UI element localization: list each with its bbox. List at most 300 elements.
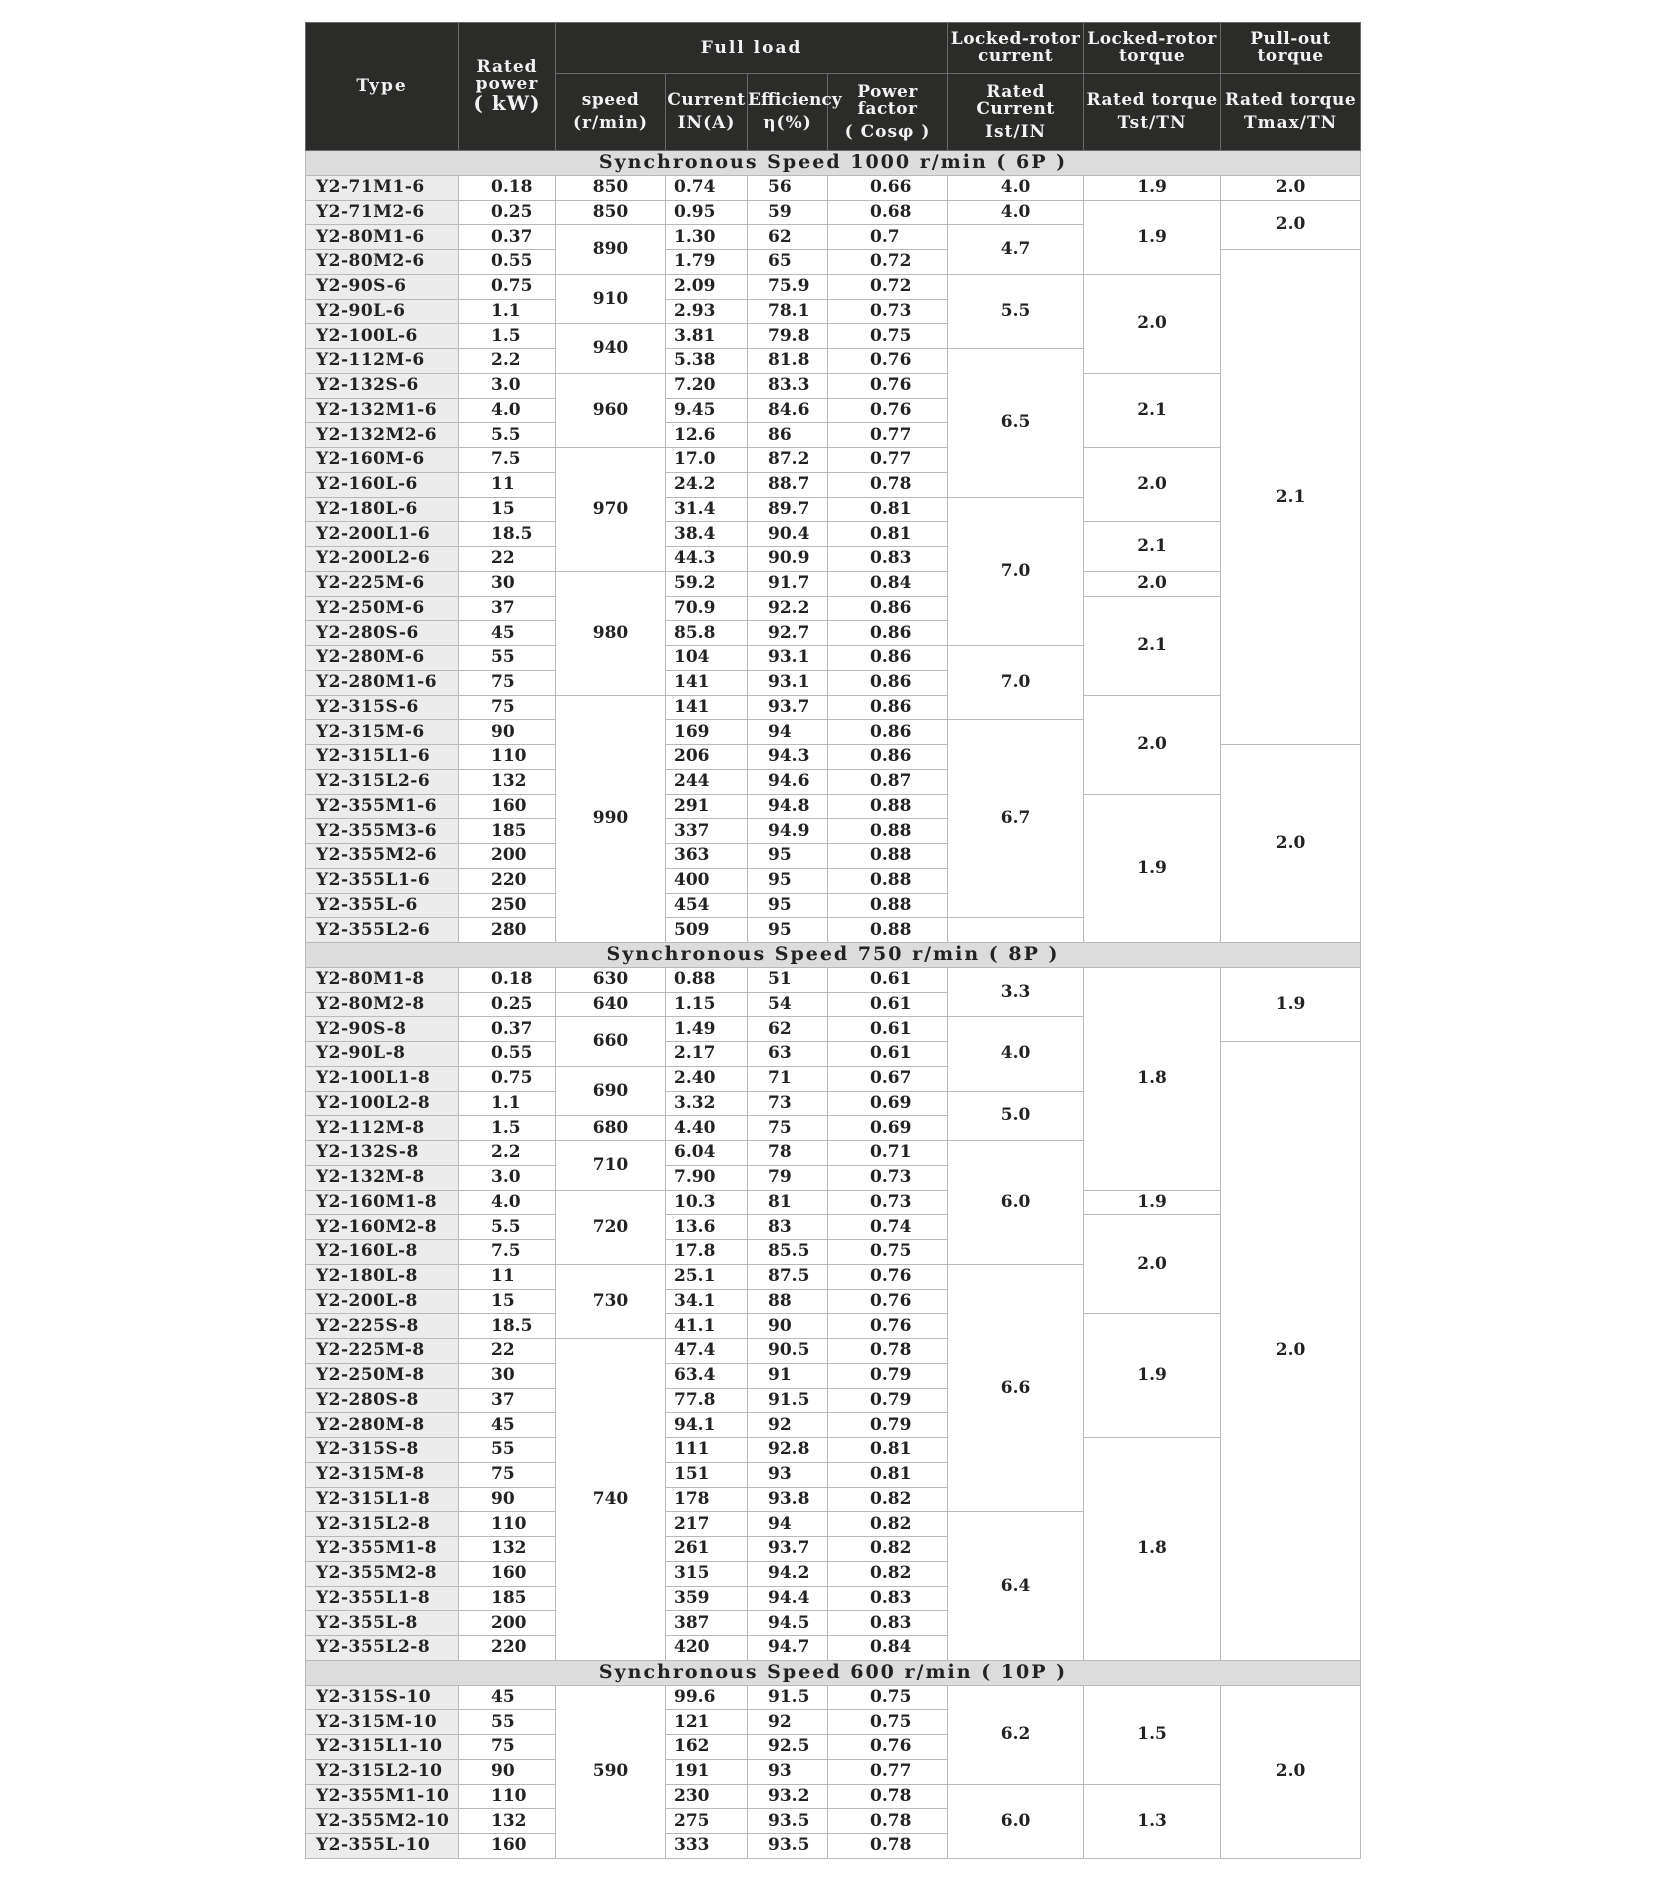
cell-type: Y2-355L2-6 xyxy=(306,918,459,943)
cell-type: Y2-355L2-8 xyxy=(306,1636,459,1661)
cell-rated-power: 90 xyxy=(459,1487,556,1512)
cell-rated-power: 160 xyxy=(459,1561,556,1586)
cell-efficiency: 90 xyxy=(748,1314,828,1339)
cell-tst-tn: 1.5 xyxy=(1084,1685,1221,1784)
cell-rated-power: 45 xyxy=(459,1413,556,1438)
cell-type: Y2-355L-10 xyxy=(306,1834,459,1859)
table-row xyxy=(306,1190,1361,1215)
cell-efficiency: 93.2 xyxy=(748,1784,828,1809)
cell-ist-in: 4.0 xyxy=(948,175,1084,200)
cell-current: 10.3 xyxy=(666,1190,748,1215)
table-row xyxy=(306,448,1361,473)
cell-tst-tn: 2.0 xyxy=(1084,695,1221,794)
cell-efficiency: 85.5 xyxy=(748,1240,828,1265)
cell-power-factor: 0.76 xyxy=(828,1264,948,1289)
cell-efficiency: 62 xyxy=(748,1017,828,1042)
cell-tst-tn: 2.1 xyxy=(1084,373,1221,447)
header-full-load: Full load xyxy=(556,23,948,74)
cell-rated-power: 0.25 xyxy=(459,992,556,1017)
header-rated-torque-tst-ratio: Tst/TN xyxy=(1117,113,1187,133)
cell-tst-tn: 1.3 xyxy=(1084,1784,1221,1858)
cell-type: Y2-280M-6 xyxy=(306,646,459,671)
cell-type: Y2-180L-6 xyxy=(306,497,459,522)
cell-type: Y2-355M2-10 xyxy=(306,1809,459,1834)
cell-current: 85.8 xyxy=(666,621,748,646)
cell-rated-power: 11 xyxy=(459,472,556,497)
cell-current: 2.93 xyxy=(666,299,748,324)
cell-power-factor: 0.73 xyxy=(828,1190,948,1215)
cell-type: Y2-80M1-6 xyxy=(306,225,459,250)
cell-efficiency: 87.5 xyxy=(748,1264,828,1289)
table-row xyxy=(306,200,1361,225)
header-rated-torque-tmax-label: Rated torque xyxy=(1224,90,1357,110)
cell-rated-power: 0.55 xyxy=(459,250,556,275)
cell-tst-tn: 2.1 xyxy=(1084,522,1221,572)
cell-power-factor: 0.86 xyxy=(828,621,948,646)
cell-efficiency: 93.7 xyxy=(748,695,828,720)
cell-current: 454 xyxy=(666,893,748,918)
cell-power-factor: 0.61 xyxy=(828,1017,948,1042)
cell-rated-power: 185 xyxy=(459,1586,556,1611)
cell-ist-in: 4.0 xyxy=(948,200,1084,225)
cell-tst-tn: 1.9 xyxy=(1084,175,1221,200)
cell-ist-in: 4.0 xyxy=(948,1017,1084,1091)
cell-current: 94.1 xyxy=(666,1413,748,1438)
cell-speed: 960 xyxy=(556,373,666,447)
cell-type: Y2-315L1-6 xyxy=(306,745,459,770)
cell-rated-power: 90 xyxy=(459,720,556,745)
cell-current: 25.1 xyxy=(666,1264,748,1289)
cell-type: Y2-355M1-10 xyxy=(306,1784,459,1809)
cell-rated-power: 0.75 xyxy=(459,1066,556,1091)
header-speed xyxy=(556,74,666,151)
cell-power-factor: 0.76 xyxy=(828,1314,948,1339)
cell-power-factor: 0.79 xyxy=(828,1413,948,1438)
cell-type: Y2-132S-6 xyxy=(306,373,459,398)
cell-current: 141 xyxy=(666,670,748,695)
cell-tmax-tn: 2.0 xyxy=(1221,1042,1361,1661)
cell-efficiency: 92.8 xyxy=(748,1438,828,1463)
cell-tmax-tn: 2.1 xyxy=(1221,250,1361,745)
cell-efficiency: 91.5 xyxy=(748,1388,828,1413)
cell-ist-in: 6.4 xyxy=(948,1512,1084,1661)
cell-tst-tn: 2.0 xyxy=(1084,448,1221,522)
cell-efficiency: 90.5 xyxy=(748,1339,828,1364)
cell-speed: 690 xyxy=(556,1066,666,1116)
cell-type: Y2-250M-8 xyxy=(306,1363,459,1388)
cell-current: 111 xyxy=(666,1438,748,1463)
table-row xyxy=(306,274,1361,299)
cell-efficiency: 91 xyxy=(748,1363,828,1388)
cell-current: 151 xyxy=(666,1462,748,1487)
motor-spec-sheet xyxy=(305,22,1360,1859)
cell-efficiency: 71 xyxy=(748,1066,828,1091)
header-efficiency-unit: η(%) xyxy=(763,113,812,133)
cell-power-factor: 0.76 xyxy=(828,398,948,423)
cell-rated-power: 250 xyxy=(459,893,556,918)
cell-efficiency: 93.5 xyxy=(748,1834,828,1859)
cell-efficiency: 95 xyxy=(748,918,828,943)
cell-rated-power: 160 xyxy=(459,1834,556,1859)
cell-rated-power: 0.37 xyxy=(459,225,556,250)
cell-power-factor: 0.86 xyxy=(828,745,948,770)
cell-rated-power: 30 xyxy=(459,571,556,596)
cell-efficiency: 87.2 xyxy=(748,448,828,473)
cell-ist-in: 7.0 xyxy=(948,497,1084,646)
cell-rated-power: 0.75 xyxy=(459,274,556,299)
cell-current: 3.81 xyxy=(666,324,748,349)
cell-speed: 850 xyxy=(556,175,666,200)
cell-efficiency: 93 xyxy=(748,1462,828,1487)
table-row xyxy=(306,794,1361,819)
cell-rated-power: 280 xyxy=(459,918,556,943)
cell-power-factor: 0.88 xyxy=(828,819,948,844)
cell-power-factor: 0.78 xyxy=(828,1834,948,1859)
cell-efficiency: 92.2 xyxy=(748,596,828,621)
cell-speed: 720 xyxy=(556,1190,666,1264)
cell-rated-power: 3.0 xyxy=(459,373,556,398)
header-current-unit: IN(A) xyxy=(677,113,736,133)
cell-type: Y2-355M2-8 xyxy=(306,1561,459,1586)
cell-type: Y2-100L-6 xyxy=(306,324,459,349)
cell-power-factor: 0.86 xyxy=(828,720,948,745)
cell-efficiency: 90.4 xyxy=(748,522,828,547)
cell-type: Y2-100L2-8 xyxy=(306,1091,459,1116)
cell-efficiency: 86 xyxy=(748,423,828,448)
cell-speed: 740 xyxy=(556,1339,666,1661)
cell-rated-power: 30 xyxy=(459,1363,556,1388)
cell-rated-power: 1.1 xyxy=(459,1091,556,1116)
cell-current: 77.8 xyxy=(666,1388,748,1413)
cell-type: Y2-355L1-6 xyxy=(306,868,459,893)
cell-type: Y2-132M2-6 xyxy=(306,423,459,448)
cell-power-factor: 0.83 xyxy=(828,547,948,572)
cell-speed: 730 xyxy=(556,1264,666,1338)
table-row xyxy=(306,1784,1361,1809)
cell-current: 261 xyxy=(666,1537,748,1562)
cell-efficiency: 94.2 xyxy=(748,1561,828,1586)
cell-current: 291 xyxy=(666,794,748,819)
cell-efficiency: 92 xyxy=(748,1413,828,1438)
cell-type: Y2-132M-8 xyxy=(306,1165,459,1190)
cell-power-factor: 0.68 xyxy=(828,200,948,225)
cell-current: 178 xyxy=(666,1487,748,1512)
cell-power-factor: 0.73 xyxy=(828,299,948,324)
cell-type: Y2-225S-8 xyxy=(306,1314,459,1339)
cell-speed: 710 xyxy=(556,1141,666,1191)
cell-type: Y2-90L-6 xyxy=(306,299,459,324)
cell-speed: 970 xyxy=(556,448,666,572)
section-title: Synchronous Speed 750 r/min ( 8P ) xyxy=(306,943,1361,968)
cell-rated-power: 132 xyxy=(459,1537,556,1562)
cell-type: Y2-355M1-8 xyxy=(306,1537,459,1562)
cell-power-factor: 0.75 xyxy=(828,1685,948,1710)
cell-rated-power: 2.2 xyxy=(459,1141,556,1166)
cell-rated-power: 7.5 xyxy=(459,1240,556,1265)
header-locked-rotor-torque: Locked-rotor torque xyxy=(1084,23,1221,74)
cell-current: 0.88 xyxy=(666,967,748,992)
cell-rated-power: 1.5 xyxy=(459,324,556,349)
cell-power-factor: 0.82 xyxy=(828,1537,948,1562)
cell-speed: 940 xyxy=(556,324,666,374)
cell-rated-power: 132 xyxy=(459,1809,556,1834)
cell-power-factor: 0.67 xyxy=(828,1066,948,1091)
cell-current: 162 xyxy=(666,1735,748,1760)
header-rated-current xyxy=(948,74,1084,151)
cell-current: 1.15 xyxy=(666,992,748,1017)
cell-efficiency: 94 xyxy=(748,1512,828,1537)
cell-power-factor: 0.61 xyxy=(828,967,948,992)
cell-rated-power: 75 xyxy=(459,1735,556,1760)
cell-power-factor: 0.66 xyxy=(828,175,948,200)
cell-type: Y2-132M1-6 xyxy=(306,398,459,423)
cell-type: Y2-160M-6 xyxy=(306,448,459,473)
cell-efficiency: 81 xyxy=(748,1190,828,1215)
cell-type: Y2-90S-6 xyxy=(306,274,459,299)
cell-current: 12.6 xyxy=(666,423,748,448)
cell-power-factor: 0.76 xyxy=(828,1289,948,1314)
cell-type: Y2-112M-6 xyxy=(306,349,459,374)
cell-current: 191 xyxy=(666,1759,748,1784)
cell-rated-power: 7.5 xyxy=(459,448,556,473)
cell-tst-tn: 2.0 xyxy=(1084,274,1221,373)
cell-type: Y2-315L2-10 xyxy=(306,1759,459,1784)
motor-spec-table xyxy=(305,22,1361,1859)
cell-current: 17.0 xyxy=(666,448,748,473)
cell-type: Y2-160M1-8 xyxy=(306,1190,459,1215)
cell-tmax-tn: 1.9 xyxy=(1221,967,1361,1041)
cell-efficiency: 79 xyxy=(748,1165,828,1190)
cell-power-factor: 0.86 xyxy=(828,670,948,695)
cell-ist-in: 5.0 xyxy=(948,1091,1084,1141)
cell-rated-power: 18.5 xyxy=(459,1314,556,1339)
cell-power-factor: 0.76 xyxy=(828,349,948,374)
cell-current: 2.40 xyxy=(666,1066,748,1091)
cell-power-factor: 0.61 xyxy=(828,1042,948,1067)
cell-efficiency: 62 xyxy=(748,225,828,250)
cell-rated-power: 110 xyxy=(459,745,556,770)
cell-current: 169 xyxy=(666,720,748,745)
cell-rated-power: 0.25 xyxy=(459,200,556,225)
header-rated-power-unit: ( kW) xyxy=(473,91,541,115)
cell-efficiency: 54 xyxy=(748,992,828,1017)
cell-type: Y2-80M1-8 xyxy=(306,967,459,992)
cell-current: 2.09 xyxy=(666,274,748,299)
cell-type: Y2-315M-10 xyxy=(306,1710,459,1735)
cell-current: 230 xyxy=(666,1784,748,1809)
cell-type: Y2-71M1-6 xyxy=(306,175,459,200)
cell-efficiency: 94.7 xyxy=(748,1636,828,1661)
cell-current: 337 xyxy=(666,819,748,844)
cell-rated-power: 22 xyxy=(459,1339,556,1364)
cell-rated-power: 200 xyxy=(459,844,556,869)
header-rated-torque-tst xyxy=(1084,74,1221,151)
cell-efficiency: 88.7 xyxy=(748,472,828,497)
cell-type: Y2-160L-6 xyxy=(306,472,459,497)
cell-power-factor: 0.78 xyxy=(828,1784,948,1809)
cell-type: Y2-160L-8 xyxy=(306,1240,459,1265)
cell-power-factor: 0.87 xyxy=(828,769,948,794)
cell-power-factor: 0.88 xyxy=(828,844,948,869)
cell-type: Y2-355L1-8 xyxy=(306,1586,459,1611)
cell-power-factor: 0.79 xyxy=(828,1363,948,1388)
cell-efficiency: 94.4 xyxy=(748,1586,828,1611)
cell-current: 0.95 xyxy=(666,200,748,225)
cell-current: 1.49 xyxy=(666,1017,748,1042)
cell-ist-in: 5.5 xyxy=(948,274,1084,348)
cell-current: 2.17 xyxy=(666,1042,748,1067)
cell-rated-power: 220 xyxy=(459,1636,556,1661)
cell-power-factor: 0.76 xyxy=(828,373,948,398)
cell-power-factor: 0.82 xyxy=(828,1561,948,1586)
cell-efficiency: 94 xyxy=(748,720,828,745)
cell-rated-power: 22 xyxy=(459,547,556,572)
table-row xyxy=(306,967,1361,992)
cell-current: 24.2 xyxy=(666,472,748,497)
cell-type: Y2-200L2-6 xyxy=(306,547,459,572)
cell-efficiency: 92.7 xyxy=(748,621,828,646)
header-rated-torque-tst-label: Rated torque xyxy=(1086,90,1218,110)
cell-efficiency: 65 xyxy=(748,250,828,275)
cell-power-factor: 0.73 xyxy=(828,1165,948,1190)
cell-rated-power: 75 xyxy=(459,1462,556,1487)
cell-type: Y2-280M1-6 xyxy=(306,670,459,695)
cell-type: Y2-90L-8 xyxy=(306,1042,459,1067)
header-efficiency-label: Efficiency xyxy=(748,90,842,110)
cell-type: Y2-112M-8 xyxy=(306,1116,459,1141)
table-row xyxy=(306,695,1361,720)
cell-current: 333 xyxy=(666,1834,748,1859)
cell-efficiency: 94.3 xyxy=(748,745,828,770)
cell-tst-tn: 1.9 xyxy=(1084,200,1221,274)
cell-current: 7.20 xyxy=(666,373,748,398)
cell-power-factor: 0.71 xyxy=(828,1141,948,1166)
cell-efficiency: 95 xyxy=(748,893,828,918)
cell-power-factor: 0.81 xyxy=(828,1462,948,1487)
cell-rated-power: 185 xyxy=(459,819,556,844)
cell-rated-power: 5.5 xyxy=(459,1215,556,1240)
cell-efficiency: 93.1 xyxy=(748,646,828,671)
cell-power-factor: 0.81 xyxy=(828,497,948,522)
cell-tst-tn: 1.9 xyxy=(1084,1190,1221,1215)
cell-speed: 590 xyxy=(556,1685,666,1858)
table-row xyxy=(306,175,1361,200)
cell-power-factor: 0.88 xyxy=(828,794,948,819)
cell-current: 0.74 xyxy=(666,175,748,200)
cell-efficiency: 91.5 xyxy=(748,1685,828,1710)
cell-current: 206 xyxy=(666,745,748,770)
cell-efficiency: 63 xyxy=(748,1042,828,1067)
cell-efficiency: 94.5 xyxy=(748,1611,828,1636)
cell-power-factor: 0.75 xyxy=(828,1240,948,1265)
cell-tst-tn: 1.8 xyxy=(1084,1438,1221,1661)
cell-rated-power: 4.0 xyxy=(459,398,556,423)
cell-speed: 660 xyxy=(556,1017,666,1067)
cell-type: Y2-315S-10 xyxy=(306,1685,459,1710)
cell-current: 38.4 xyxy=(666,522,748,547)
cell-current: 420 xyxy=(666,1636,748,1661)
cell-current: 104 xyxy=(666,646,748,671)
cell-efficiency: 78.1 xyxy=(748,299,828,324)
cell-tmax-tn: 2.0 xyxy=(1221,200,1361,250)
cell-rated-power: 160 xyxy=(459,794,556,819)
cell-tmax-tn: 2.0 xyxy=(1221,175,1361,200)
cell-rated-power: 3.0 xyxy=(459,1165,556,1190)
cell-speed: 850 xyxy=(556,200,666,225)
cell-rated-power: 110 xyxy=(459,1512,556,1537)
header-rated-current-label: Rated Current xyxy=(976,81,1055,119)
cell-speed: 990 xyxy=(556,695,666,943)
header-rated-power xyxy=(459,23,556,151)
cell-rated-power: 45 xyxy=(459,1685,556,1710)
cell-efficiency: 83 xyxy=(748,1215,828,1240)
header-speed-unit: (r/min) xyxy=(572,113,649,133)
cell-type: Y2-315L1-8 xyxy=(306,1487,459,1512)
cell-current: 387 xyxy=(666,1611,748,1636)
cell-current: 363 xyxy=(666,844,748,869)
header-rated-torque-tmax xyxy=(1221,74,1361,151)
cell-rated-power: 37 xyxy=(459,1388,556,1413)
cell-power-factor: 0.79 xyxy=(828,1388,948,1413)
cell-rated-power: 37 xyxy=(459,596,556,621)
cell-efficiency: 59 xyxy=(748,200,828,225)
cell-efficiency: 51 xyxy=(748,967,828,992)
cell-tmax-tn: 2.0 xyxy=(1221,745,1361,943)
cell-current: 359 xyxy=(666,1586,748,1611)
cell-efficiency: 95 xyxy=(748,844,828,869)
cell-type: Y2-355M1-6 xyxy=(306,794,459,819)
cell-efficiency: 79.8 xyxy=(748,324,828,349)
cell-current: 509 xyxy=(666,918,748,943)
header-speed-label: speed xyxy=(581,90,640,110)
cell-rated-power: 2.2 xyxy=(459,349,556,374)
cell-efficiency: 93.1 xyxy=(748,670,828,695)
cell-tst-tn: 1.8 xyxy=(1084,967,1221,1190)
cell-power-factor: 0.76 xyxy=(828,1735,948,1760)
header-efficiency xyxy=(748,74,842,151)
cell-rated-power: 220 xyxy=(459,868,556,893)
cell-type: Y2-71M2-6 xyxy=(306,200,459,225)
cell-power-factor: 0.75 xyxy=(828,324,948,349)
cell-speed: 890 xyxy=(556,225,666,275)
cell-tst-tn: 1.9 xyxy=(1084,1314,1221,1438)
table-header xyxy=(306,23,1361,151)
cell-ist-in: 6.5 xyxy=(948,349,1084,498)
cell-type: Y2-200L-8 xyxy=(306,1289,459,1314)
cell-rated-power: 0.18 xyxy=(459,175,556,200)
cell-current: 59.2 xyxy=(666,571,748,596)
header-type: Type xyxy=(306,23,459,151)
cell-type: Y2-160M2-8 xyxy=(306,1215,459,1240)
table-row xyxy=(306,1685,1361,1710)
cell-rated-power: 132 xyxy=(459,769,556,794)
cell-power-factor: 0.69 xyxy=(828,1091,948,1116)
section-header-row xyxy=(306,1660,1361,1685)
cell-rated-power: 0.55 xyxy=(459,1042,556,1067)
cell-type: Y2-355M2-6 xyxy=(306,844,459,869)
cell-type: Y2-180L-8 xyxy=(306,1264,459,1289)
cell-rated-power: 5.5 xyxy=(459,423,556,448)
cell-current: 44.3 xyxy=(666,547,748,572)
header-locked-rotor-current: Locked-rotor current xyxy=(948,23,1084,74)
cell-power-factor: 0.83 xyxy=(828,1611,948,1636)
section-title: Synchronous Speed 600 r/min ( 10P ) xyxy=(306,1660,1361,1685)
cell-rated-power: 55 xyxy=(459,646,556,671)
cell-efficiency: 94.8 xyxy=(748,794,828,819)
cell-current: 17.8 xyxy=(666,1240,748,1265)
cell-rated-power: 18.5 xyxy=(459,522,556,547)
cell-type: Y2-355L-8 xyxy=(306,1611,459,1636)
